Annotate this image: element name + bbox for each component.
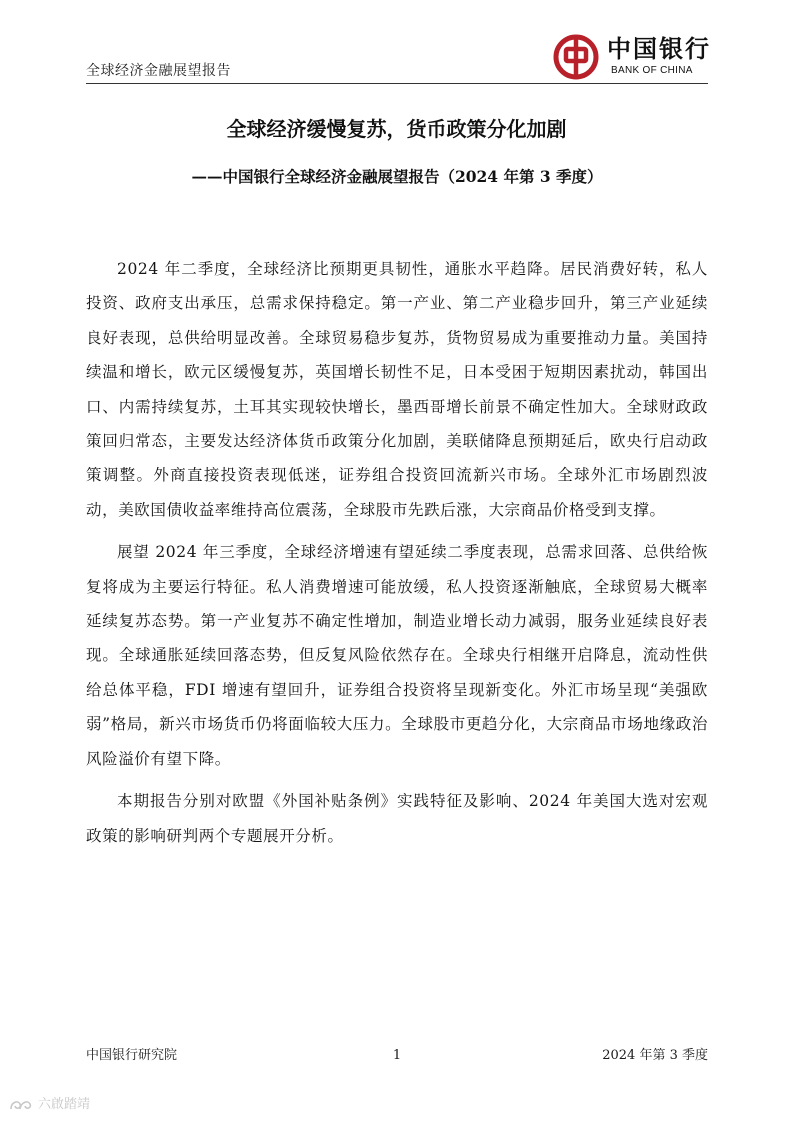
bank-logo [553, 34, 713, 80]
page-footer [86, 1047, 708, 1065]
header-divider [86, 83, 708, 84]
footer-period: 2024 年第 3 季度 [602, 1048, 708, 1063]
paragraph-q2-review: 2024 年二季度，全球经济比预期更具韧性，通胀水平趋降。居民消费好转，私人投资、政府支出承压，总需求保持稳定。第一产业、第二产业稳步回升，第三产业延续良好表现，总供给明显改善。全球贸易稳步复苏，货物贸易成为重要推动力量。美国持续温和增长，欧元区缓慢复苏，英国增长韧性不足，日本受困于短期因素扰动，韩国出口、内需持续复苏，土耳其实现较快增长，墨西哥增长前景不确定性加大。全球财政政策回归常态，主要发达经济体货币政策分化加剧，美联储降息预期延后，欧央行启动政策调整。外商直接投资表现低迷，证券组合投资回流新兴市场。全球外汇市场剧烈波动，美欧国债收益率维持高位震荡，全球股市先跌后涨，大宗商品价格受到支撑。 [86, 260, 708, 519]
footer-publisher: 中国银行研究院 [86, 1048, 178, 1063]
watermark-text: 六啟踏靖 [38, 1097, 91, 1112]
document-body [86, 252, 708, 853]
header-report-title: 全球经济金融展望报告 [86, 63, 231, 79]
bank-of-china-emblem-icon [553, 34, 599, 80]
logo-name-en: BANK OF CHINA [611, 65, 693, 76]
paragraph-q3-outlook: 展望 2024 年三季度，全球经济增速有望延续二季度表现，总需求回落、总供给恢复将成为主要运行特征。私人消费增速可能放缓，私人投资逐渐触底，全球贸易大概率延续复苏态势。第一产业复苏不确定性增加，制造业增长动力减弱，服务业延续良好表现。全球通胀延续回落态势，但反复风险依然存在。全球央行相继开启降息，流动性供给总体平稳，FDI 增速有望回升，证券组合投资将呈现新变化。外汇市场呈现“美强欧弱”格局，新兴市场货币仍将面临较大压力。全球股市更趋分化，大宗商品市场地缘政治风险溢价有望下降。 [86, 543, 708, 768]
brand-swirl-icon [8, 1097, 34, 1113]
document-subtitle: ——中国银行全球经济金融展望报告（2024 年第 3 季度） [191, 167, 603, 186]
document-title: 全球经济缓慢复苏，货币政策分化加剧 [226, 117, 567, 141]
footer-page-number: 1 [392, 1048, 402, 1063]
watermark [8, 1096, 90, 1114]
paragraph-special-topics: 本期报告分别对欧盟《外国补贴条例》实践特征及影响、2024 年美国大选对宏观政策的影响研判两个专题展开分析。 [86, 792, 708, 845]
logo-name-cn: 中国银行 [607, 34, 711, 63]
